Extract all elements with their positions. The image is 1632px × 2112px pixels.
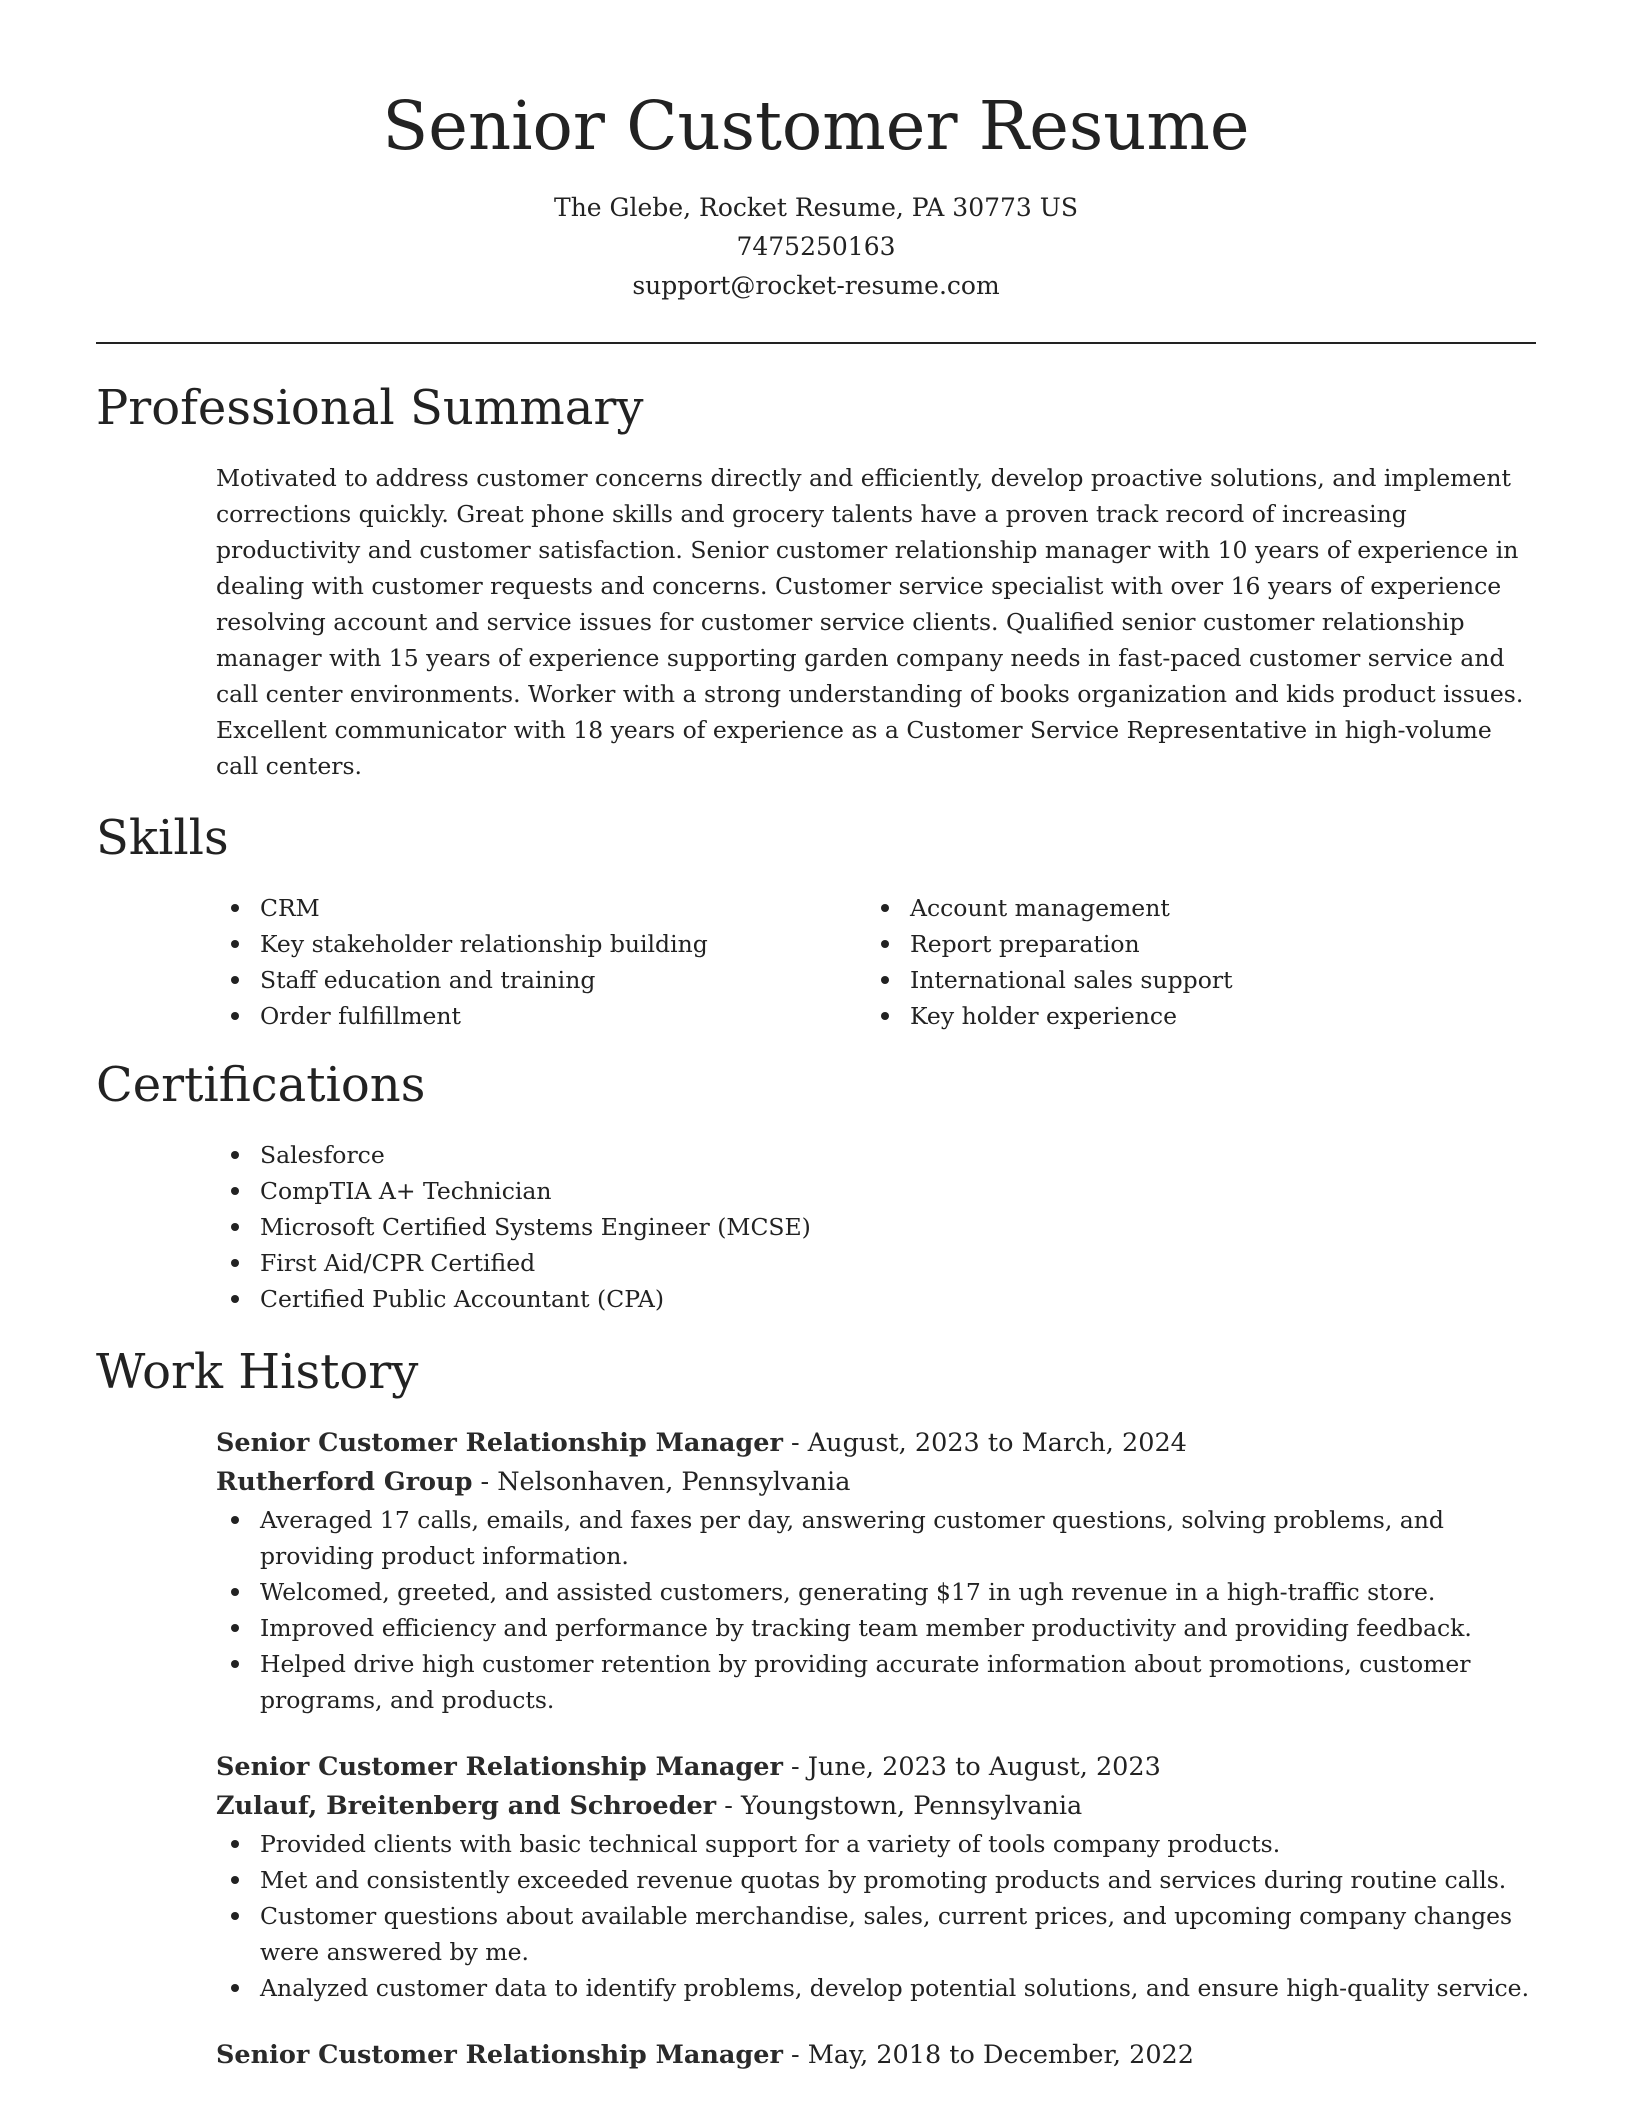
job-bullet: Provided clients with basic technical support for a variety of tools company products. [260, 1826, 1536, 1862]
certification-item: Microsoft Certified Systems Engineer (MCSE) [260, 1209, 1536, 1245]
job-location: - Nelsonhaven, Pennsylvania [472, 1467, 851, 1497]
skill-item: International sales support [910, 962, 1516, 998]
contact-email: support@rocket-resume.com [632, 271, 1000, 300]
job-company: Rutherford Group [216, 1467, 473, 1497]
job-entry [216, 1748, 1536, 2006]
skill-item: CRM [260, 890, 866, 926]
job-role: Senior Customer Relationship Manager [216, 1752, 783, 1782]
job-location: - Youngstown, Pennsylvania [716, 1791, 1083, 1821]
summary-heading: Professional Summary [96, 380, 644, 436]
skill-item: Report preparation [910, 926, 1516, 962]
job-company-line [216, 1463, 1536, 1502]
work-history-heading: Work History [96, 1344, 419, 1400]
skill-item: Key holder experience [910, 998, 1516, 1034]
skills-grid [216, 890, 1536, 1034]
job-bullet: Met and consistently exceeded revenue quotas by promoting products and services during routine calls. [260, 1862, 1536, 1898]
job-role-line [216, 1748, 1536, 1787]
job-bullets [216, 1826, 1536, 2006]
summary-text: Motivated to address customer concerns directly and efficiently, develop proactive solutions, and implement corrections quickly. Great phone skills and grocery talents have a proven track record of increasing productivity and customer satisfaction. Senior customer relationship manager with 10 years of experience in dealing with customer requests and concerns. Customer service specialist with over 16 years of experience resolving account and service issues for customer service clients. Qualified senior customer relationship manager with 15 years of experience supporting garden company needs in fast-paced customer service and call center environments. Worker with a strong understanding of books organization and kids product issues. Excellent communicator with 18 years of experience as a Customer Service Representative in high-volume call centers. [216, 464, 1524, 780]
certifications-section [96, 1055, 1536, 1317]
job-entry [216, 1424, 1536, 1718]
job-role: Senior Customer Relationship Manager [216, 1428, 783, 1458]
contact-phone: 7475250163 [736, 232, 896, 261]
job-company-line [216, 1787, 1536, 1826]
skill-item: Key stakeholder relationship building [260, 926, 866, 962]
skill-item: Account management [910, 890, 1516, 926]
job-role-line [216, 1424, 1536, 1463]
job-bullet: Analyzed customer data to identify problems, develop potential solutions, and ensure high-quality service. [260, 1970, 1536, 2006]
summary-section [96, 378, 1536, 784]
job-bullet: Customer questions about available merchandise, sales, current prices, and upcoming company changes were answered by me. [260, 1898, 1536, 1970]
job-bullets [216, 1502, 1536, 1718]
resume-title: Senior Customer Resume [382, 87, 1250, 165]
job-bullet: Welcomed, greeted, and assisted customers, generating $17 in ugh revenue in a high-traffic store. [260, 1574, 1536, 1610]
job-bullet: Improved efficiency and performance by tracking team member productivity and providing feedback. [260, 1610, 1536, 1646]
job-role-line [216, 2036, 1536, 2075]
work-history-section [96, 1342, 1536, 2075]
job-company: Zulauf, Breitenberg and Schroeder [216, 1791, 717, 1821]
certification-item: CompTIA A+ Technician [260, 1173, 1536, 1209]
job-dates: - August, 2023 to March, 2024 [782, 1428, 1187, 1458]
skill-item: Order fulfillment [260, 998, 866, 1034]
job-bullet: Helped drive high customer retention by providing accurate information about promotions, customer programs, and products. [260, 1646, 1536, 1718]
job-dates: - June, 2023 to August, 2023 [782, 1752, 1161, 1782]
job-entry [216, 2036, 1536, 2075]
skills-section [96, 808, 1536, 1034]
job-bullet: Averaged 17 calls, emails, and faxes per day, answering customer questions, solving problems, and providing product information. [260, 1502, 1536, 1574]
skills-column-right [866, 890, 1516, 1034]
skills-list-right [866, 890, 1516, 1034]
certification-item: Salesforce [260, 1137, 1536, 1173]
certification-item: Certified Public Accountant (CPA) [260, 1281, 1536, 1317]
skills-heading: Skills [96, 810, 229, 866]
job-dates: - May, 2018 to December, 2022 [782, 2040, 1194, 2070]
certifications-list-wrap [216, 1137, 1536, 1317]
resume-header [0, 0, 1632, 305]
skills-column-left [216, 890, 866, 1034]
job-role: Senior Customer Relationship Manager [216, 2040, 783, 2070]
certifications-list [216, 1137, 1536, 1317]
certifications-heading: Certifications [96, 1057, 426, 1113]
contact-address: The Glebe, Rocket Resume, PA 30773 US [554, 193, 1078, 222]
certification-item: First Aid/CPR Certified [260, 1245, 1536, 1281]
skill-item: Staff education and training [260, 962, 866, 998]
header-divider [96, 342, 1536, 344]
skills-list-left [216, 890, 866, 1034]
